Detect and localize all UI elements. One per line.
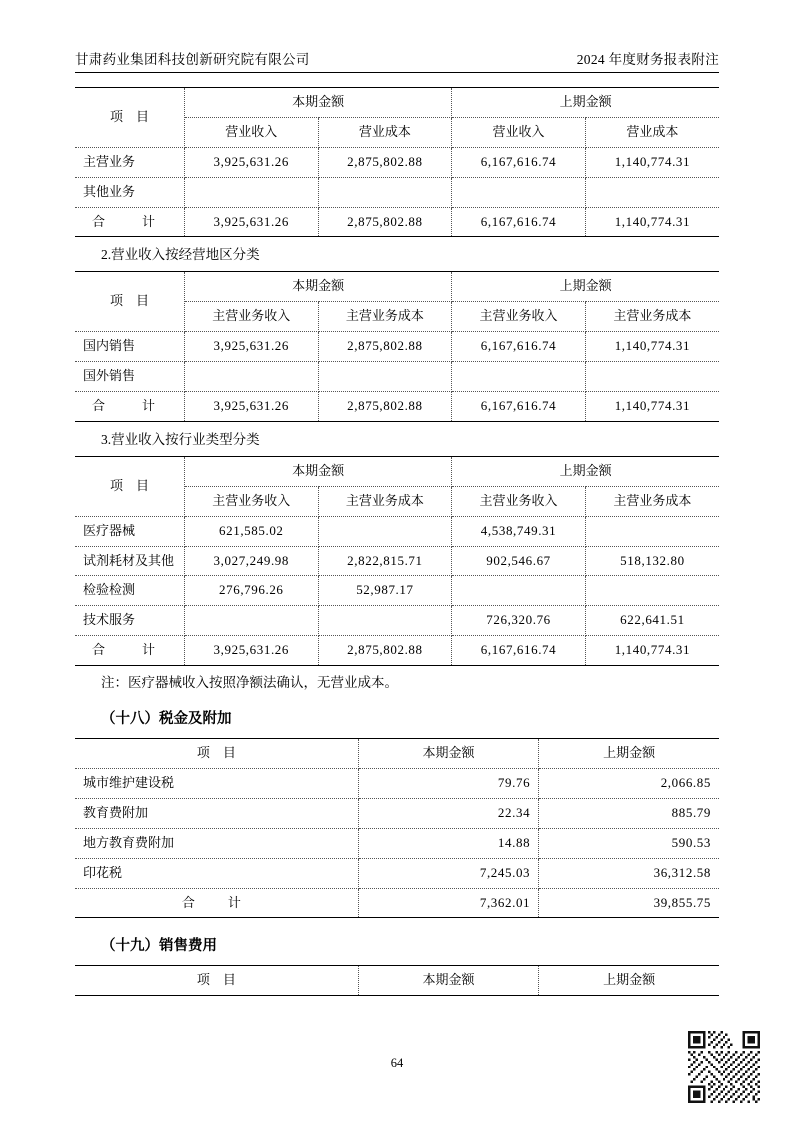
- cell-value: 902,546.67: [452, 546, 586, 576]
- col-subheader-prior-revenue: 主营业务收入: [452, 302, 586, 332]
- total-value: 7,362.01: [358, 888, 538, 918]
- table-row: [75, 798, 719, 828]
- col-subheader-current-revenue: 营业收入: [184, 117, 318, 147]
- table-total-row: [75, 392, 719, 422]
- row-label: 地方教育费附加: [75, 828, 358, 858]
- cell-value: 2,875,802.88: [318, 332, 452, 362]
- total-label: 合 计: [75, 636, 184, 666]
- cell-value: 885.79: [539, 798, 719, 828]
- revenue-by-industry-table: [75, 456, 719, 666]
- cell-value: 2,822,815.71: [318, 546, 452, 576]
- table-header-row: [75, 456, 719, 486]
- cell-value: 3,925,631.26: [184, 332, 318, 362]
- cell-value: 1,140,774.31: [585, 147, 719, 177]
- col-subheader-current-revenue: 主营业务收入: [184, 486, 318, 516]
- revenue-by-region-table: [75, 271, 719, 421]
- table-row: [75, 546, 719, 576]
- col-header-current-period: 本期金额: [358, 966, 538, 996]
- col-header-item: 项 目: [75, 739, 358, 769]
- col-header-prior-period: 上期金额: [452, 272, 719, 302]
- table-row: [75, 516, 719, 546]
- table-header-row: [75, 88, 719, 118]
- total-value: 1,140,774.31: [585, 636, 719, 666]
- table-footnote: 注：医疗器械收入按照净额法确认，无营业成本。: [101, 675, 398, 691]
- row-label: 国外销售: [75, 362, 184, 392]
- cell-value: 6,167,616.74: [452, 147, 586, 177]
- cell-value: 2,875,802.88: [318, 147, 452, 177]
- cell-value: [184, 606, 318, 636]
- cell-value: 2,066.85: [539, 769, 719, 799]
- total-value: 2,875,802.88: [318, 392, 452, 422]
- cell-value: [318, 606, 452, 636]
- section-heading-taxes: （十八）税金及附加: [101, 711, 232, 728]
- total-value: 6,167,616.74: [452, 392, 586, 422]
- cell-value: 7,245.03: [358, 858, 538, 888]
- total-value: 3,925,631.26: [184, 636, 318, 666]
- cell-value: 3,027,249.98: [184, 546, 318, 576]
- cell-value: 14.88: [358, 828, 538, 858]
- cell-value: [452, 576, 586, 606]
- row-label: 印花税: [75, 858, 358, 888]
- cell-value: [585, 516, 719, 546]
- cell-value: 1,140,774.31: [585, 332, 719, 362]
- cell-value: [585, 362, 719, 392]
- cell-value: [184, 177, 318, 207]
- col-header-current-period: 本期金额: [184, 456, 451, 486]
- cell-value: 6,167,616.74: [452, 332, 586, 362]
- table-row: [75, 769, 719, 799]
- cell-value: 4,538,749.31: [452, 516, 586, 546]
- row-label: 其他业务: [75, 177, 184, 207]
- table-total-row: [75, 888, 719, 918]
- total-value: 1,140,774.31: [585, 392, 719, 422]
- table-total-row: [75, 207, 719, 237]
- section-title-revenue-by-industry: 3.营业收入按行业类型分类: [101, 431, 260, 447]
- col-header-item: 项 目: [75, 456, 184, 516]
- col-header-prior-period: 上期金额: [539, 739, 719, 769]
- col-subheader-current-cost: 主营业务成本: [318, 486, 452, 516]
- total-value: 6,167,616.74: [452, 636, 586, 666]
- cell-value: 726,320.76: [452, 606, 586, 636]
- col-subheader-prior-revenue: 营业收入: [452, 117, 586, 147]
- cell-value: [585, 576, 719, 606]
- cell-value: [318, 177, 452, 207]
- cell-value: [318, 362, 452, 392]
- header-document-title: 2024 年度财务报表附注: [576, 52, 719, 67]
- total-value: 2,875,802.88: [318, 207, 452, 237]
- cell-value: 52,987.17: [318, 576, 452, 606]
- table-row: [75, 828, 719, 858]
- col-header-current-period: 本期金额: [358, 739, 538, 769]
- row-label: 试剂耗材及其他: [75, 546, 184, 576]
- col-header-item: 项 目: [75, 88, 184, 148]
- col-header-prior-period: 上期金额: [539, 966, 719, 996]
- col-header-prior-period: 上期金额: [452, 88, 719, 118]
- revenue-by-business-table: [75, 87, 719, 237]
- cell-value: 590.53: [539, 828, 719, 858]
- col-subheader-current-cost: 主营业务成本: [318, 302, 452, 332]
- table-total-row: [75, 636, 719, 666]
- table-row: [75, 858, 719, 888]
- row-label: 医疗器械: [75, 516, 184, 546]
- header-company-name: 甘肃药业集团科技创新研究院有限公司: [75, 52, 310, 67]
- row-label: 教育费附加: [75, 798, 358, 828]
- table-row: [75, 576, 719, 606]
- table-row: [75, 332, 719, 362]
- cell-value: [184, 362, 318, 392]
- row-label: 国内销售: [75, 332, 184, 362]
- col-header-item: 项 目: [75, 272, 184, 332]
- col-subheader-current-cost: 营业成本: [318, 117, 452, 147]
- total-label: 合 计: [75, 392, 184, 422]
- total-value: 3,925,631.26: [184, 207, 318, 237]
- cell-value: 22.34: [358, 798, 538, 828]
- cell-value: 276,796.26: [184, 576, 318, 606]
- row-label: 检验检测: [75, 576, 184, 606]
- col-subheader-prior-cost: 营业成本: [585, 117, 719, 147]
- total-value: 1,140,774.31: [585, 207, 719, 237]
- col-subheader-prior-cost: 主营业务成本: [585, 486, 719, 516]
- cell-value: [318, 516, 452, 546]
- taxes-and-surcharges-table: [75, 738, 719, 918]
- table-header-row: [75, 272, 719, 302]
- total-label: 合 计: [75, 888, 358, 918]
- row-label: 城市维护建设税: [75, 769, 358, 799]
- col-subheader-prior-revenue: 主营业务收入: [452, 486, 586, 516]
- total-value: 6,167,616.74: [452, 207, 586, 237]
- page-header: [75, 48, 719, 73]
- col-header-prior-period: 上期金额: [452, 456, 719, 486]
- col-subheader-prior-cost: 主营业务成本: [585, 302, 719, 332]
- selling-expenses-table: [75, 965, 719, 996]
- col-header-current-period: 本期金额: [184, 272, 451, 302]
- cell-value: [452, 362, 586, 392]
- table-row: [75, 606, 719, 636]
- cell-value: 518,132.80: [585, 546, 719, 576]
- total-value: 3,925,631.26: [184, 392, 318, 422]
- section-title-revenue-by-region: 2.营业收入按经营地区分类: [101, 247, 260, 263]
- col-subheader-current-revenue: 主营业务收入: [184, 302, 318, 332]
- table-row: [75, 362, 719, 392]
- table-row: [75, 177, 719, 207]
- table-row: [75, 147, 719, 177]
- col-header-item: 项 目: [75, 966, 358, 996]
- qr-code: [688, 1031, 760, 1103]
- col-header-current-period: 本期金额: [184, 88, 451, 118]
- total-label: 合 计: [75, 207, 184, 237]
- page-number: 64: [390, 1056, 404, 1070]
- cell-value: 3,925,631.26: [184, 147, 318, 177]
- cell-value: 36,312.58: [539, 858, 719, 888]
- cell-value: 622,641.51: [585, 606, 719, 636]
- cell-value: [585, 177, 719, 207]
- row-label: 技术服务: [75, 606, 184, 636]
- section-heading-selling-expenses: （十九）销售费用: [101, 938, 217, 955]
- cell-value: 621,585.02: [184, 516, 318, 546]
- total-value: 2,875,802.88: [318, 636, 452, 666]
- table-header-row: [75, 966, 719, 996]
- cell-value: [452, 177, 586, 207]
- cell-value: 79.76: [358, 769, 538, 799]
- total-value: 39,855.75: [539, 888, 719, 918]
- row-label: 主营业务: [75, 147, 184, 177]
- table-header-row: [75, 739, 719, 769]
